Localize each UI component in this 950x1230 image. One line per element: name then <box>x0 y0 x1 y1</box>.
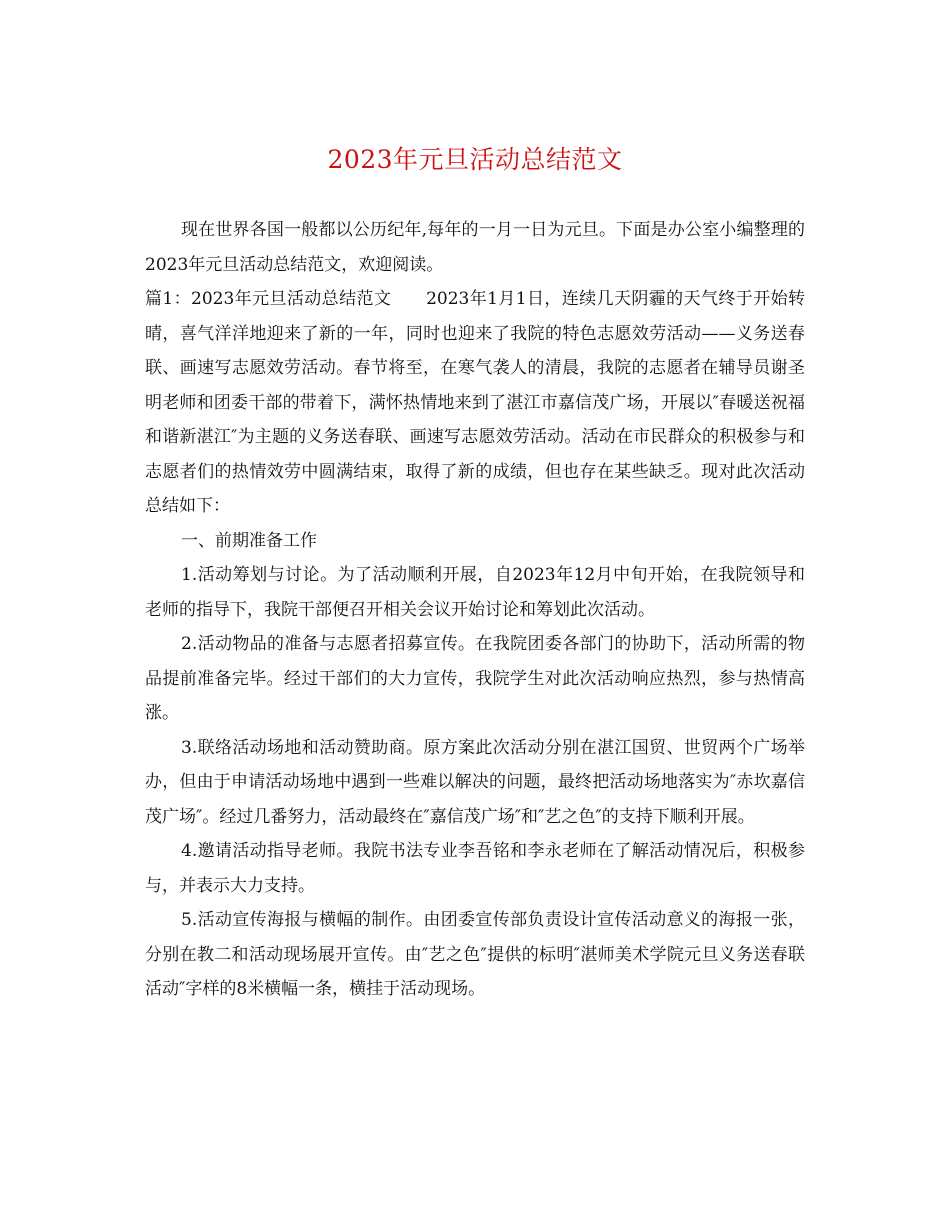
document-title: 2023年元旦活动总结范文 <box>327 145 623 174</box>
document-body <box>145 213 805 1007</box>
list-item: 2.活动物品的准备与志愿者招募宣传。在我院团委各部门的协助下，活动所需的物品提前准备完毕。经过干部们的大力宣传，我院学生对此次活动响应热烈，参与热情高涨。 <box>145 634 805 723</box>
list-item: 4.邀请活动指导老师。我院书法专业李吾铭和李永老师在了解活动情况后，积极参与，并表示大力支持。 <box>145 841 805 896</box>
list-item: 1.活动筹划与讨论。为了活动顺利开展，自2023年12月中旬开始，在我院领导和老师的指导下，我院干部便召开相关会议开始讨论和筹划此次活动。 <box>145 565 805 620</box>
list-item: 3.联络活动场地和活动赞助商。原方案此次活动分别在湛江国贸、世贸两个广场举办，但由于申请活动场地中遇到一些难以解决的问题，最终把活动场地落实为″赤坎嘉信茂广场″。经过几番努力，活动最终在″嘉信茂广场″和″艺之色″的支持下顺利开展。 <box>145 737 805 827</box>
intro-paragraph: 现在世界各国一般都以公历纪年,每年的一月一日为元旦。下面是办公室小编整理的2023年元旦活动总结范文，欢迎阅读。 <box>145 220 805 275</box>
section-heading: 一、前期准备工作 <box>181 530 317 551</box>
article-paragraph: 篇1：2023年元旦活动总结范文 2023年1月1日，连续几天阴霾的天气终于开始转晴，喜气洋洋地迎来了新的一年，同时也迎来了我院的特色志愿效劳活动——义务送春联、画速写志愿效劳活动。春节将至，在寒气袭人的清晨，我院的志愿者在辅导员谢圣明老师和团委干部的带着下，满怀热情地来到了湛江市嘉信茂广场，开展以″春暖送祝福 和谐新湛江″为主题的义务送春联、画速写志愿效劳活动。活动在市民群众的积极参与和志愿者们的热情效劳中圆满结束，取得了新的成绩，但也存在某些缺乏。现对此次活动总结如下： <box>145 289 805 516</box>
list-item: 5.活动宣传海报与横幅的制作。由团委宣传部负责设计宣传活动意义的海报一张，分别在教二和活动现场展开宣传。由″艺之色″提供的标明″湛师美术学院元旦义务送春联活动″字样的8米横幅一条，横挂于活动现场。 <box>145 910 805 999</box>
